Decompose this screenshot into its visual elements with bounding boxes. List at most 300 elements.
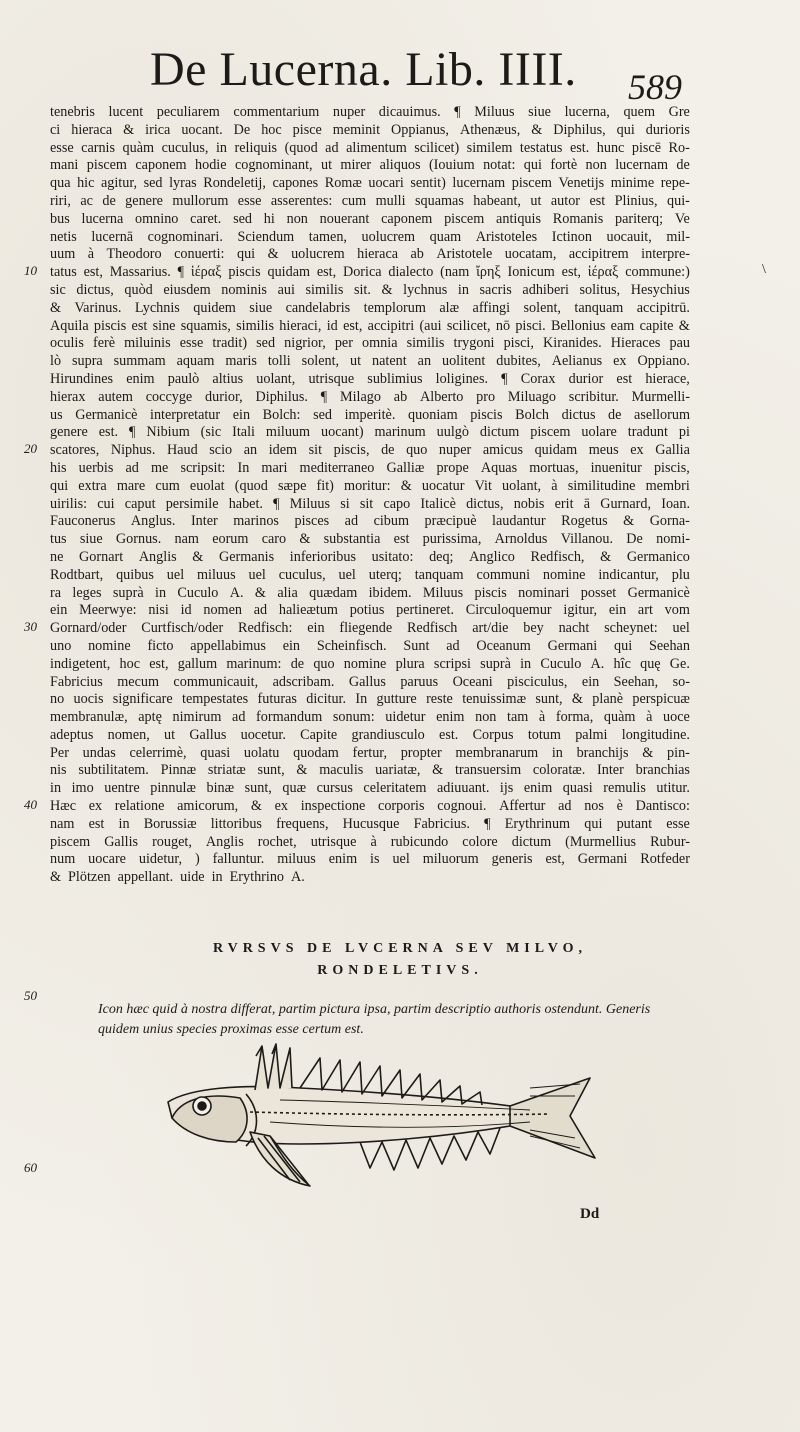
text-word: dictum: [511, 833, 552, 850]
text-line: [50, 460, 690, 478]
text-word: quòd: [124, 281, 153, 298]
text-word: Massarius.: [109, 264, 171, 281]
text-word: celeritatem: [363, 780, 427, 797]
text-word: ¶: [454, 104, 461, 120]
text-word: marinum:: [226, 655, 282, 672]
fish-tail: [510, 1078, 595, 1158]
text-line: [50, 175, 690, 193]
text-word: euolat: [189, 477, 225, 494]
text-word: piscem: [50, 833, 91, 850]
text-word: capite: [639, 317, 674, 334]
text-word: similis: [305, 281, 344, 298]
text-word: sacris: [479, 281, 512, 298]
text-word: sublimius: [367, 370, 423, 387]
text-word: Varinus.: [74, 299, 122, 316]
text-word: cognominari.: [147, 228, 223, 245]
text-word: durioris: [645, 121, 690, 138]
text-word: aliquos: [379, 157, 421, 174]
text-word: quàm: [122, 139, 155, 156]
text-word: adscribam.: [272, 673, 335, 690]
text-word: subtilitatem.: [78, 762, 149, 779]
text-line: [50, 122, 690, 140]
text-word: &: [623, 513, 635, 530]
text-word: quàm: [603, 709, 636, 726]
text-word: reliquis: [234, 139, 278, 156]
text-word: A.: [291, 869, 305, 886]
text-word: sed: [143, 175, 163, 192]
text-word: est,: [83, 264, 103, 281]
text-word: hoc: [119, 655, 140, 672]
text-word: ficto: [147, 637, 174, 654]
text-word: Anglico: [469, 548, 515, 565]
text-word: &: [432, 762, 444, 779]
text-word: celerrimè,: [129, 744, 187, 761]
text-word: uocare: [88, 851, 126, 868]
text-word: (sic: [200, 424, 222, 441]
text-word: Gallus: [189, 726, 227, 743]
text-word: uulgò: [436, 424, 469, 441]
text-word: à: [538, 709, 546, 726]
text-word: indigetent,: [50, 655, 111, 672]
text-line: [50, 229, 690, 247]
text-word: tenuissimæ: [462, 691, 527, 708]
text-word: Corax: [520, 370, 556, 387]
text-word: mullorum: [172, 192, 229, 209]
text-word: coloratæ.: [532, 762, 586, 779]
text-word: nisi: [148, 602, 169, 619]
text-word: utrisque: [310, 833, 357, 850]
text-word: quam: [429, 228, 462, 245]
text-word: nigrior,: [284, 335, 326, 352]
text-line: [50, 709, 690, 727]
text-word: uolare: [581, 424, 617, 441]
text-word: Gre: [668, 104, 690, 120]
text-word: habeant,: [473, 192, 521, 209]
text-word: tanquam: [414, 566, 464, 583]
text-word: mulli: [375, 192, 406, 209]
text-word: quidam: [267, 264, 311, 281]
text-word: art: [637, 602, 653, 619]
text-word: utitur.: [656, 780, 690, 797]
text-word: lucernā: [91, 228, 134, 245]
text-word: quem: [623, 104, 655, 120]
text-word: hunc: [596, 139, 625, 156]
text-word: tolli: [267, 353, 291, 370]
text-word: no: [50, 691, 65, 708]
text-word: Ionicum: [507, 264, 555, 281]
text-word: dictus,: [466, 495, 504, 512]
text-word: enim: [328, 851, 358, 868]
text-word: marinum: [374, 424, 426, 441]
text-word: totum: [527, 726, 561, 743]
text-word: De: [626, 531, 643, 548]
text-word: ein: [307, 620, 325, 637]
text-word: mare: [116, 477, 146, 494]
text-word: uel: [166, 566, 185, 583]
body-text: [50, 104, 690, 887]
text-word: perspicuæ: [632, 691, 690, 708]
text-word: &: [678, 317, 690, 334]
text-word: remulis: [603, 780, 646, 797]
text-word: mil-: [666, 228, 690, 245]
text-word: miluus: [197, 566, 236, 583]
text-word: hodie: [195, 157, 227, 174]
text-word: à: [646, 709, 653, 726]
text-word: dialecto: [388, 264, 434, 281]
text-word: Pinnæ: [160, 762, 197, 779]
text-word: nam: [174, 531, 199, 548]
text-word: uel: [338, 566, 356, 583]
section-heading-line-2: RONDELETIVS.: [317, 963, 483, 978]
text-word: præcipuè: [424, 513, 477, 530]
text-word: pau: [669, 335, 690, 352]
text-word: Affertur: [499, 798, 546, 815]
text-word: hieraci,: [279, 317, 322, 334]
text-word: scheynet:: [604, 620, 658, 637]
text-word: dicauimus.: [378, 104, 441, 120]
text-word: us: [50, 406, 63, 423]
text-word: piscem: [511, 175, 552, 192]
text-word: Nibium: [146, 424, 190, 441]
text-word: scribitur.: [568, 388, 619, 405]
text-word: igitur,: [563, 602, 598, 619]
text-word: uidetur: [385, 709, 426, 726]
text-word: ἴρηξ: [476, 264, 501, 281]
text-word: oculis: [50, 335, 84, 352]
text-word: est: [393, 531, 410, 548]
text-word: de: [381, 442, 395, 459]
text-word: is: [370, 851, 380, 868]
text-word: in: [211, 869, 223, 886]
text-word: Alberto: [420, 388, 464, 405]
text-word: undas: [82, 744, 116, 761]
text-word: eam: [610, 317, 635, 334]
text-word: Gornart: [79, 548, 124, 565]
text-word: ā: [583, 495, 591, 512]
text-word: &: [571, 691, 583, 708]
text-word: nouerant: [319, 210, 370, 227]
text-word: Haud: [166, 442, 198, 459]
text-word: Inter: [190, 513, 218, 530]
text-line: [50, 104, 690, 122]
text-word: ἱέραξ: [190, 264, 222, 281]
text-word: marinos: [233, 513, 279, 530]
text-word: piscis,: [333, 442, 370, 459]
text-word: Curtfisch/oder: [141, 620, 224, 637]
text-word: Anglis: [205, 833, 244, 850]
text-word: caponem: [381, 210, 433, 227]
text-word: Seehan,: [613, 673, 659, 690]
text-word: lucent: [108, 104, 144, 120]
text-word: ab: [410, 246, 424, 263]
text-word: de: [290, 655, 305, 672]
text-line: [50, 264, 690, 282]
text-word: mediterraneo: [299, 459, 375, 476]
text-word: appellant.: [117, 869, 174, 886]
text-word: grandiusculo: [351, 726, 425, 743]
text-word: nimirum: [172, 709, 222, 726]
text-line: [50, 851, 690, 869]
text-word: Gallis: [104, 833, 139, 850]
text-word: pro: [476, 388, 496, 405]
line-number-60: 60: [24, 1160, 37, 1175]
text-word: A.: [590, 655, 605, 672]
figure-caption: Icon hæc quid à nostra differat, partim pictura ipsa, partim descriptio authoris ostendunt. Generis quidem unius species proximas esse certum est.: [98, 1002, 651, 1037]
text-word: &: [254, 584, 266, 601]
text-line: [50, 424, 690, 442]
text-word: an: [417, 353, 432, 370]
text-word: quo: [406, 442, 428, 459]
text-word: scio: [209, 442, 233, 459]
text-line: [50, 549, 690, 567]
text-word: altius: [212, 370, 244, 387]
text-word: Fabricius.: [413, 815, 470, 832]
text-word: aui: [277, 281, 295, 298]
text-word: Oppianus,: [391, 121, 449, 138]
text-word: squamis,: [180, 317, 231, 334]
text-word: &: [250, 798, 262, 815]
text-word: autor: [550, 192, 581, 209]
text-word: qui-: [667, 192, 690, 209]
text-word: Galliæ: [386, 459, 425, 476]
text-word: Diphilus,: [553, 121, 606, 138]
text-word: uide: [180, 869, 205, 886]
text-line: [50, 638, 690, 656]
text-word: durior: [568, 370, 604, 387]
text-word: (aui: [419, 317, 442, 334]
text-line: [50, 246, 690, 264]
text-word: Germanico: [626, 548, 690, 565]
text-word: ¶: [177, 264, 185, 281]
text-word: Hucusque: [342, 815, 400, 832]
text-word: ): [194, 851, 200, 868]
text-word: hoc: [261, 121, 282, 138]
text-word: Theodoro: [106, 246, 162, 263]
text-word: ex: [88, 798, 103, 815]
text-word: ut: [164, 726, 176, 743]
text-line: [50, 318, 690, 336]
text-word: riri,: [50, 192, 71, 209]
text-word: cui: [97, 495, 115, 512]
text-word: sine: [152, 317, 176, 334]
text-word: uoce: [663, 709, 690, 726]
text-word: Arnoldus: [494, 531, 548, 548]
text-line: [50, 798, 690, 816]
text-word: esse: [666, 815, 690, 832]
text-word: adiuuant.: [436, 780, 490, 797]
text-word: uocauit,: [606, 228, 652, 245]
text-word: enim: [436, 709, 465, 726]
text-word: sunt,: [257, 762, 285, 779]
text-word: (quod: [234, 477, 268, 494]
text-word: Aristotele: [436, 246, 493, 263]
fish-woodcut-illustration: [150, 1040, 600, 1190]
text-word: supra: [71, 353, 103, 370]
text-word: de: [102, 192, 116, 209]
text-line: [50, 282, 690, 300]
text-word: à: [370, 833, 377, 850]
text-word: in: [457, 281, 469, 298]
text-word: imo: [71, 780, 94, 797]
text-line: [50, 513, 690, 531]
text-word: quidem: [193, 299, 236, 316]
text-word: his: [50, 459, 67, 476]
text-word: Per: [50, 744, 69, 761]
text-line: [50, 567, 690, 585]
text-word: ad: [125, 459, 139, 476]
text-word: Villanou.: [560, 531, 614, 548]
text-word: ein: [282, 637, 301, 654]
text-word: sit: [308, 442, 323, 459]
text-word: habet.: [228, 495, 263, 512]
text-word: Rodtbart,: [50, 566, 104, 583]
text-word: Bolch:: [262, 406, 301, 423]
text-word: reste: [426, 691, 453, 708]
text-word: Redfisch:: [238, 620, 293, 637]
text-word: so-: [672, 673, 690, 690]
text-word: cibum: [373, 513, 410, 530]
dorsal-fin-front: [255, 1044, 292, 1090]
text-word: piscem: [444, 210, 485, 227]
text-word: uolucrem: [361, 228, 416, 245]
text-word: piscis,: [653, 459, 690, 476]
text-word: uolitent: [441, 353, 486, 370]
text-word: piscis: [474, 584, 507, 601]
text-word: bey: [523, 620, 544, 637]
text-word: loligines.: [435, 370, 489, 387]
text-word: nomine: [343, 655, 387, 672]
text-word: qui: [584, 815, 603, 832]
text-word: extra: [78, 477, 107, 494]
text-word: (nam: [440, 264, 470, 281]
text-word: Italicè: [420, 495, 456, 512]
text-word: uel: [392, 851, 410, 868]
text-word: piscem: [530, 424, 571, 441]
text-word: &: [299, 531, 311, 548]
text-word: bus: [50, 210, 70, 227]
text-word: Gallia: [655, 442, 690, 459]
text-word: plura: [395, 655, 425, 672]
text-word: plu: [671, 566, 690, 583]
text-word: uerbis: [78, 459, 114, 476]
text-word: interpretatur: [150, 406, 221, 423]
text-word: solent,: [523, 299, 561, 316]
text-word: scripsit:: [180, 459, 226, 476]
text-word: caput: [124, 495, 156, 512]
text-word: piscem: [86, 157, 127, 174]
text-word: &: [123, 121, 135, 138]
text-word: templorum: [363, 299, 426, 316]
text-word: Murmelli-: [631, 388, 690, 405]
text-word: ein: [581, 673, 600, 690]
text-word: maculis: [319, 762, 364, 779]
text-word: Bolch: [515, 406, 549, 423]
text-word: Ioan.: [661, 495, 690, 512]
text-word: Aquas: [480, 459, 518, 476]
text-word: paruus: [400, 673, 439, 690]
text-word: Hirundines: [50, 370, 114, 387]
text-word: aquam: [176, 353, 215, 370]
text-word: in: [118, 815, 130, 832]
text-word: uocant): [321, 424, 364, 441]
text-word: dictus,: [76, 281, 114, 298]
text-word: esse: [179, 335, 204, 352]
text-word: omnino: [135, 210, 179, 227]
text-word: sonum:: [332, 709, 375, 726]
text-line: [50, 407, 690, 425]
text-word: non: [286, 210, 308, 227]
text-word: adhiberi: [522, 281, 569, 298]
text-word: Sciendum: [237, 228, 295, 245]
text-word: corporis: [378, 798, 425, 815]
text-word: non: [475, 709, 497, 726]
text-word: formandum: [256, 709, 323, 726]
text-word: planè: [592, 691, 624, 708]
text-word: generis: [491, 851, 533, 868]
text-line: [50, 780, 690, 798]
text-word: paulò: [167, 370, 200, 387]
text-word: miluinis: [124, 335, 171, 352]
text-word: ¶: [484, 815, 491, 832]
text-word: putant: [616, 815, 653, 832]
text-word: si: [340, 495, 350, 512]
text-word: est: [131, 317, 148, 334]
text-word: nam: [50, 815, 75, 832]
text-word: quædam: [309, 584, 358, 601]
text-word: tamen,: [308, 228, 347, 245]
text-word: Germanis: [218, 548, 275, 565]
line-number-40: 40: [24, 797, 37, 812]
text-word: indicantur,: [598, 566, 659, 583]
text-word: per: [334, 335, 353, 352]
text-word: in: [215, 139, 227, 156]
text-word: Germanicè: [627, 584, 690, 601]
text-word: Oceani: [452, 673, 493, 690]
text-word: hîc: [613, 655, 631, 672]
text-line: [50, 140, 690, 158]
text-word: hierace,: [645, 370, 690, 387]
text-word: longitudine.: [621, 726, 690, 743]
text-word: ad: [446, 637, 460, 654]
text-word: appellabimus: [190, 637, 266, 654]
text-word: qui: [523, 157, 542, 174]
text-word: tempestates: [182, 691, 249, 708]
text-word: notat:: [483, 157, 516, 174]
text-word: ad: [253, 602, 268, 619]
text-word: Romanis: [552, 210, 604, 227]
text-word: conuerti:: [174, 246, 225, 263]
text-word: Gorna-: [649, 513, 690, 530]
text-word: nomi-: [656, 531, 690, 548]
text-word: ¶: [501, 370, 508, 387]
text-word: Redfisch,: [530, 548, 585, 565]
text-word: sit.: [353, 281, 371, 298]
text-word: minime: [610, 175, 655, 192]
text-word: trygoni: [453, 335, 495, 352]
text-word: in: [155, 584, 167, 601]
text-word: Rotfeder: [640, 851, 690, 868]
text-word: ferè: [92, 335, 116, 352]
text-word: ut: [320, 157, 333, 174]
text-word: ci: [50, 121, 61, 138]
text-word: Itali: [232, 424, 255, 441]
text-word: coccyge: [145, 388, 193, 405]
text-word: prope: [436, 459, 469, 476]
text-word: futuras: [257, 691, 297, 708]
text-word: Anglus.: [130, 513, 176, 530]
text-word: fertur,: [352, 744, 387, 761]
text-word: Borussiæ: [143, 815, 197, 832]
